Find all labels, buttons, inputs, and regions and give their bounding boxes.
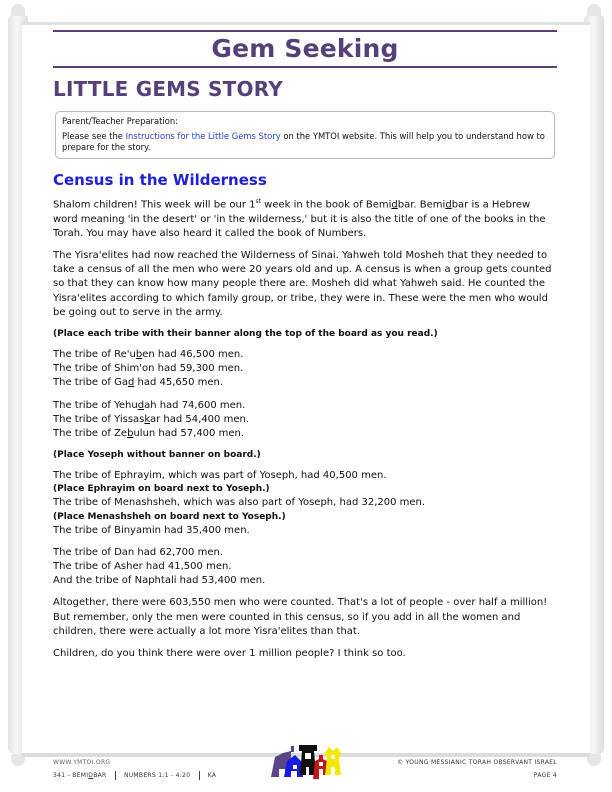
intro-paragraph [53, 195, 557, 241]
story-heading: Census in the Wilderness [53, 171, 267, 189]
tribe-group-1 [53, 348, 557, 391]
footer-page-number: PAGE 4 [533, 772, 557, 779]
ordinal-number: 1 [249, 199, 256, 211]
lesson-number: 341 - BEMI [53, 772, 89, 779]
tribe-group-2 [53, 399, 557, 442]
intro-text: bar. Bemi [397, 199, 446, 211]
tribe-line-binyamin: The tribe of Binyamin had 35,400 men. [53, 524, 250, 536]
scroll-knob [11, 4, 25, 16]
preparation-text [62, 131, 548, 153]
scripture-reference: NUMBERS 1:1 - 4:20 [123, 772, 191, 779]
ymtoi-logo-icon [269, 743, 345, 779]
tribe-line-ephrayim: The tribe of Ephrayim, which was part of Yoseph, had 40,500 men. [53, 470, 387, 482]
preparation-box [55, 111, 555, 159]
tribe-line-yehudah: The tribe of Yehudah had 74,600 men. [53, 399, 246, 411]
page-title: Gem Seeking [211, 34, 399, 63]
instruction-place-ephrayim: (Place Ephrayim on board next to Yoseph.) [53, 484, 270, 495]
footer-right [397, 756, 557, 782]
tribe-line-gad: The tribe of Gad had 45,650 men. [53, 377, 224, 389]
footer-copyright: © YOUNG MESSIANIC TORAH OBSERVANT ISRAEL [397, 759, 557, 766]
underlined-letter: d [391, 199, 398, 211]
tribe-line-reuben: The tribe of Re'uben had 46,500 men. [53, 348, 244, 360]
tribe-line-menashsheh: The tribe of Menashsheh, which was also part of Yoseph, had 32,200 men. [53, 497, 426, 509]
tribe-group-3 [53, 546, 557, 589]
ordinal-suffix: st [255, 198, 261, 205]
prep-text-before: Please see the [62, 131, 126, 141]
page-footer [53, 756, 557, 786]
instructions-link[interactable]: Instructions for the Little Gems Story [125, 131, 281, 141]
intro-text: week in the book of Bemi [260, 199, 392, 211]
intro-text: bar is a Hebrew word meaning 'in the desert' or 'in the wilderness,' but it is also the title of one of the books in the Torah. You may have also heard it called the book of Numbers. [53, 199, 546, 239]
tribe-line-yissaskar: The tribe of Yissaskar had 54,400 men. [53, 413, 249, 425]
prep-text-after: on the YMTOI website. This will help you to understand how to prepare for the story. [62, 131, 545, 152]
tribe-group-yoseph [53, 469, 557, 538]
instruction-place-yoseph: (Place Yoseph without banner on board.) [53, 450, 261, 461]
instruction-place-tribes: (Place each tribe with their banner along the top of the board as you read.) [53, 328, 438, 339]
footer-lesson-info: 341 - BEMIDBAR NUMBERS 1:1 - 4:20 KA [53, 772, 217, 779]
scroll-knob [587, 4, 601, 16]
intro-text: Shalom children! This week will be our [53, 199, 250, 211]
instruction-place-menashsheh: (Place Menashsheh on board next to Yoseph.) [53, 511, 286, 522]
title-rule-bottom [53, 66, 557, 68]
tribe-line-naphtali: And the tribe of Naphtali had 53,400 men. [53, 575, 266, 587]
level-code: KA [207, 772, 217, 779]
census-paragraph: The Yisra'elites had now reached the Wilderness of Sinai. Yahweh told Mosheh that they needed to take a census of all the men who were 20 years old and up. A census is when a group gets counted so that they can know how many people there are. Mosheh did what Yahweh said. He counted the Yisra'elites according to which family group, or tribe, they were in. These were the men who would be going out to serve in the army. [53, 249, 552, 318]
total-paragraph: Altogether, there were 603,550 men who were counted. That's a lot of people - over half a million! But remember, only the men were counted in this census, so if you add in all the women and children, there were actually a lot more Yisra'elites than that. [53, 597, 548, 637]
preparation-title: Parent/Teacher Preparation: [62, 116, 178, 126]
footer-divider [115, 771, 116, 780]
section-subtitle: LITTLE GEMS STORY [53, 77, 283, 101]
footer-left [53, 756, 216, 782]
page-content [53, 30, 557, 669]
tribe-line-shimon: The tribe of Shim'on had 59,300 men. [53, 363, 244, 375]
tribe-line-zebulun: The tribe of Zebulun had 57,400 men. [53, 427, 244, 439]
underlined-letter: d [445, 199, 452, 211]
footer-divider [199, 771, 200, 780]
footer-website[interactable]: WWW.YMTOI.ORG [53, 759, 111, 766]
tribe-line-asher: The tribe of Asher had 41,500 men. [53, 560, 232, 572]
tribe-line-dan: The tribe of Dan had 62,700 men. [53, 546, 223, 558]
closing-paragraph: Children, do you think there were over 1 million people? I think so too. [53, 648, 406, 659]
